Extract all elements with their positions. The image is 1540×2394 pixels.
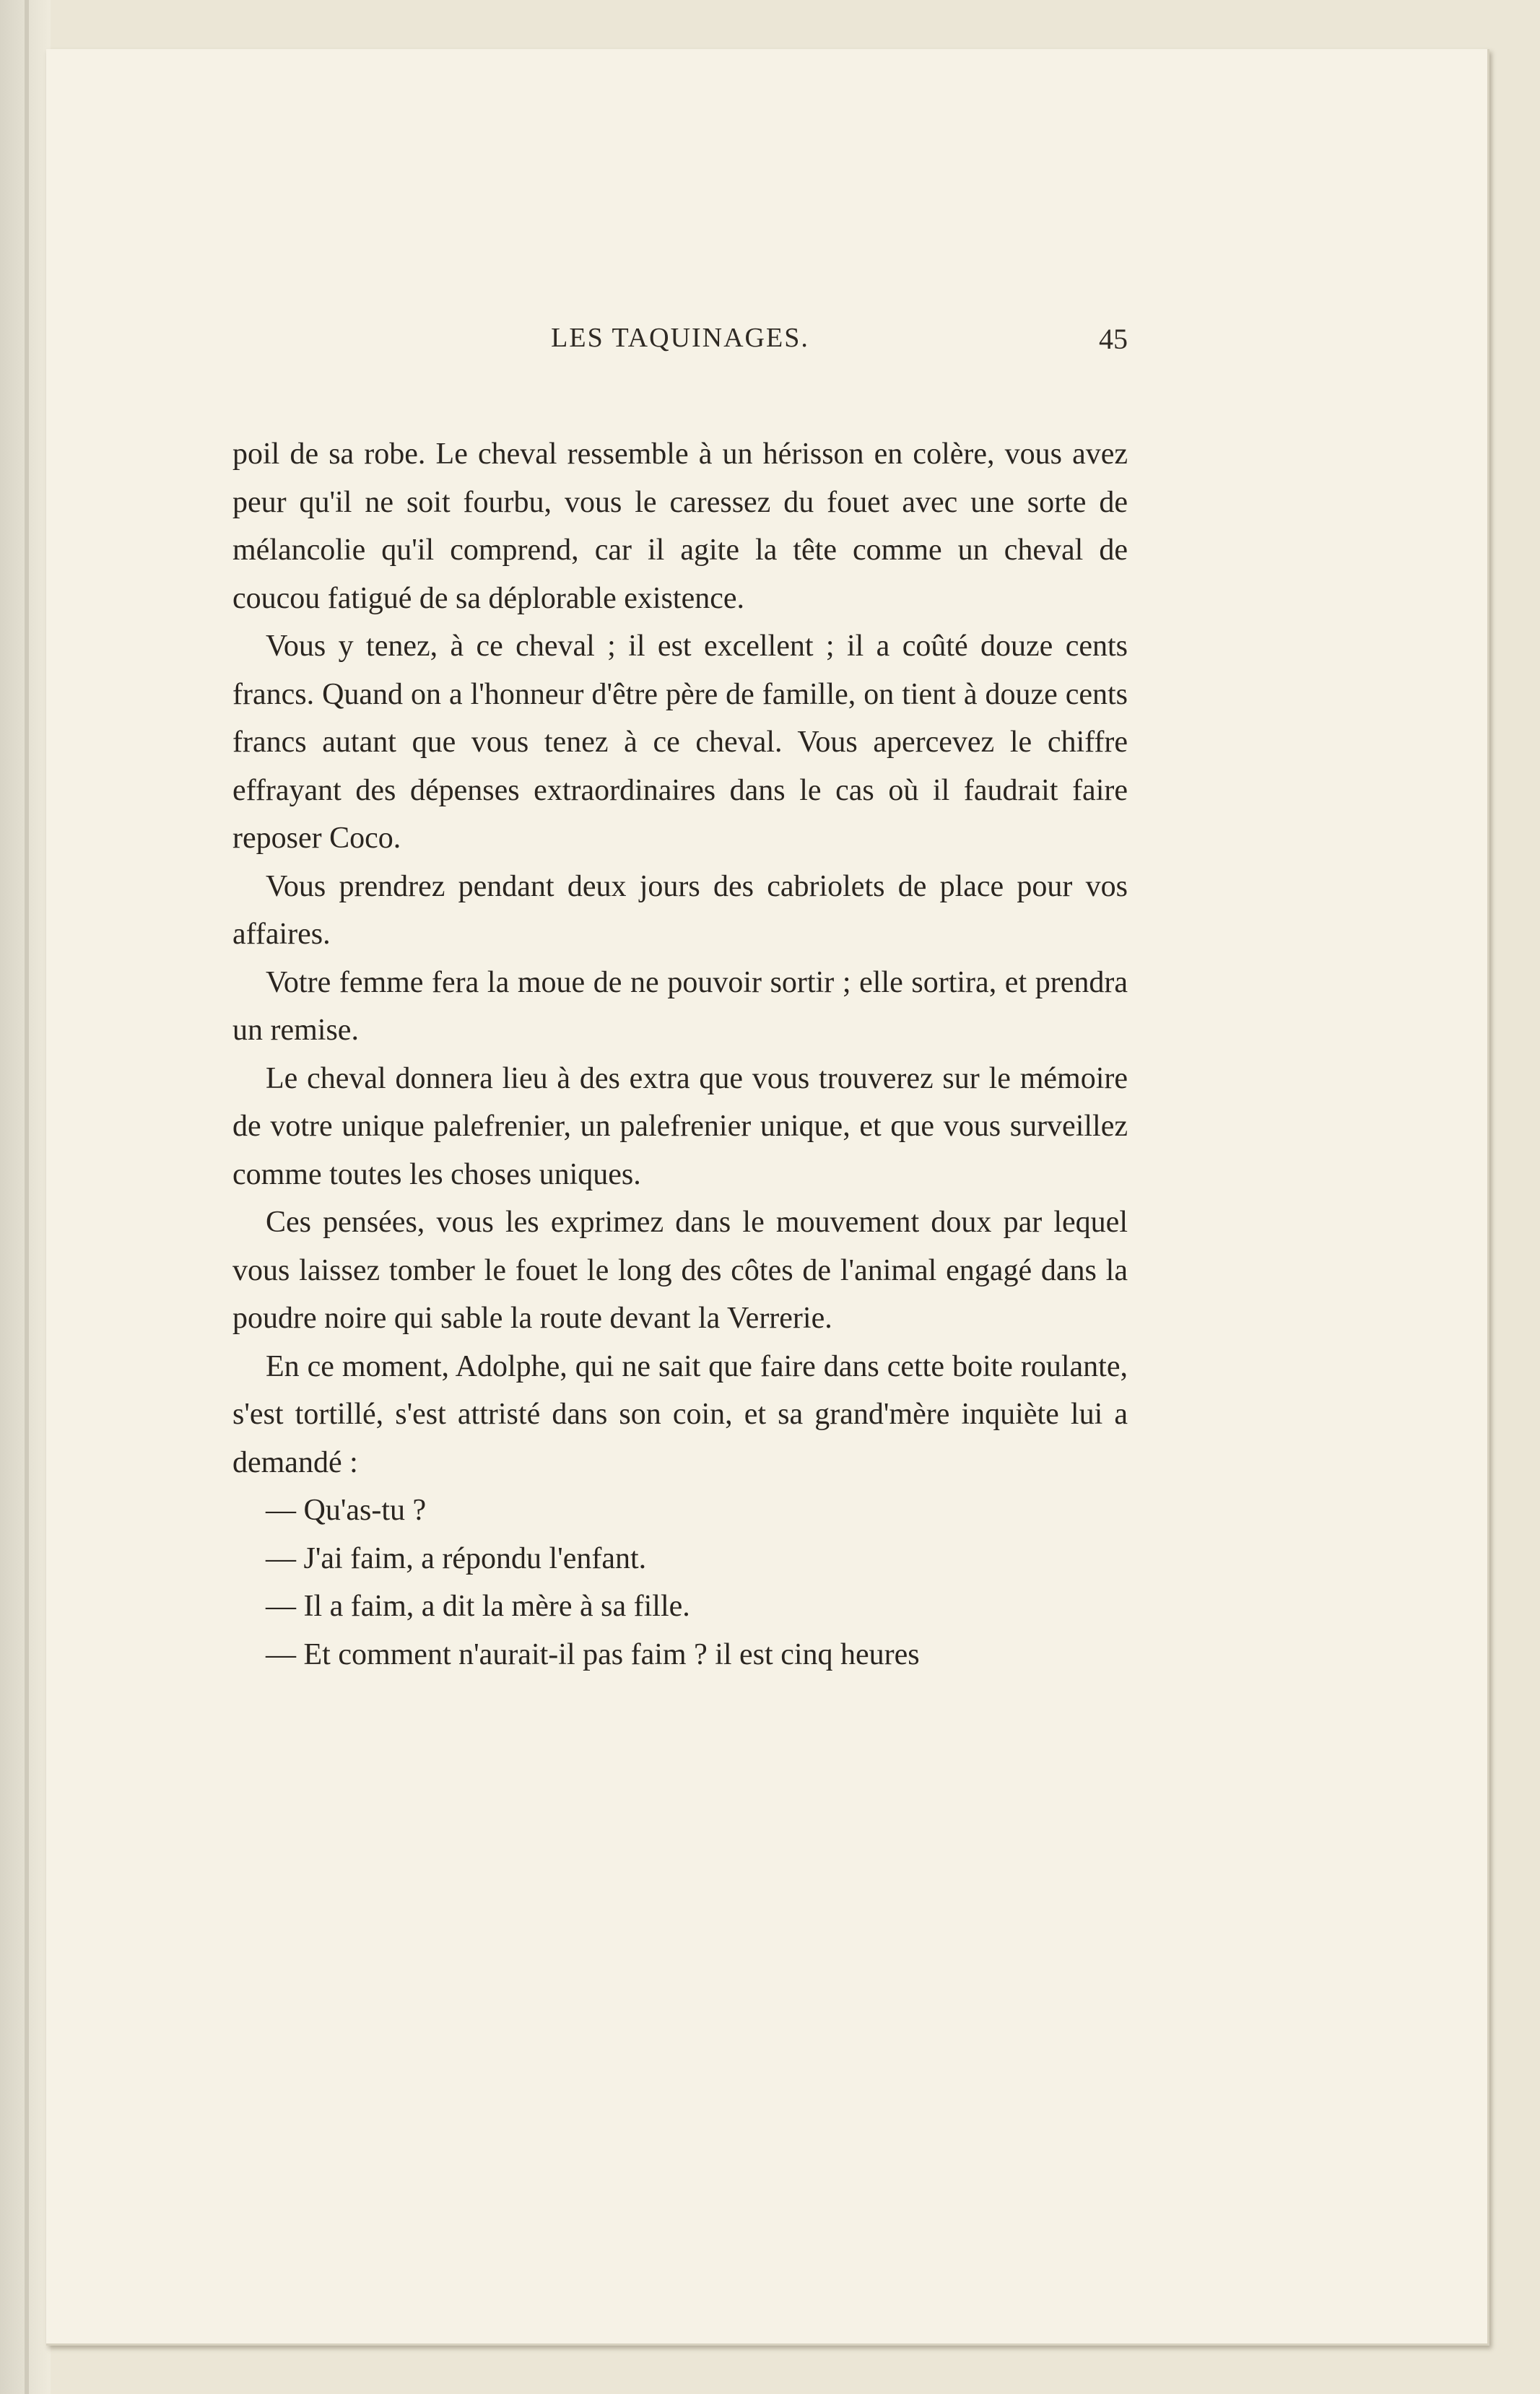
dialogue-line: — Qu'as-tu ? bbox=[266, 1494, 427, 1527]
paragraph: Vous prendrez pendant deux jours des cabriolets de place pour vos affaires. bbox=[232, 869, 1128, 951]
binding-edge bbox=[25, 0, 29, 2394]
body-text bbox=[232, 430, 1128, 1679]
paragraph: Votre femme fera la moue de ne pouvoir sortir ; elle sortira, et prendra un remise. bbox=[232, 965, 1128, 1047]
running-header bbox=[232, 322, 1128, 380]
dialogue-line: — Il a faim, a dit la mère à sa fille. bbox=[266, 1590, 690, 1623]
paragraph: Le cheval donnera lieu à des extra que vous trouverez sur le mémoire de votre unique palefrenier, un palefrenier unique, et que vous surveillez comme toutes les choses uniques. bbox=[232, 1061, 1128, 1191]
paragraph: En ce moment, Adolphe, qui ne sait que faire dans cette boite roulante, s'est tortillé, s'est attristé dans son coin, et sa grand'mère inquiète lui a demandé : bbox=[232, 1349, 1128, 1479]
dialogue-line: — J'ai faim, a répondu l'enfant. bbox=[266, 1541, 647, 1575]
paragraph: Vous y tenez, à ce cheval ; il est excellent ; il a coûté douze cents francs. Quand on a l'honneur d'être père de famille, on tient à douze cents francs autant que vous tenez à ce cheval. Vous apercevez le chiffre effrayant des dépenses extraordinaires dans le cas où il faudrait faire reposer Coco. bbox=[232, 630, 1128, 855]
paragraph: Ces pensées, vous les exprimez dans le mouvement doux par lequel vous laissez tomber le fouet le long des côtes de l'animal engagé dans la poudre noire qui sable la route devant la Verrerie. bbox=[232, 1206, 1128, 1335]
paragraph: poil de sa robe. Le cheval ressemble à un hérisson en colère, vous avez peur qu'il ne soit fourbu, vous le caressez du fouet avec une sorte de mélancolie qu'il comprend, car il agite la tête comme un cheval de coucou fatigué de sa déplorable existence. bbox=[232, 438, 1128, 615]
running-title: LES TAQUINAGES. bbox=[551, 323, 809, 353]
page-number: 45 bbox=[1099, 323, 1128, 355]
dialogue-line: — Et comment n'aurait-il pas faim ? il est cinq heures bbox=[266, 1637, 920, 1671]
